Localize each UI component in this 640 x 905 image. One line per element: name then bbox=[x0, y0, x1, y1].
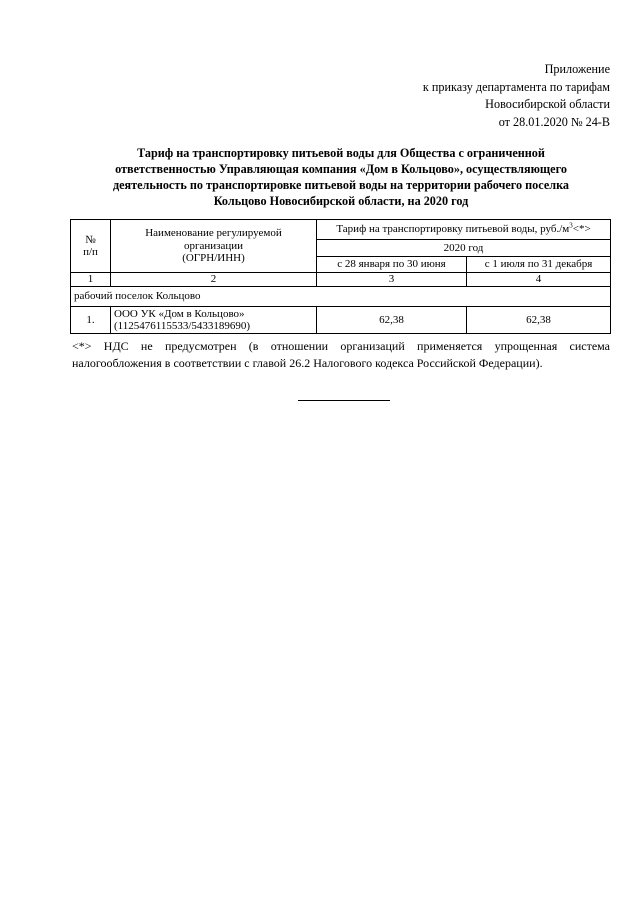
column-number: 3 bbox=[317, 273, 467, 287]
table-header-row bbox=[71, 220, 611, 240]
header-period-1: с 28 января по 30 июня bbox=[317, 257, 467, 273]
header-year: 2020 год bbox=[317, 240, 611, 257]
row-value-1: 62,38 bbox=[317, 307, 467, 334]
appendix-line: Новосибирской области bbox=[485, 97, 610, 111]
column-number: 4 bbox=[467, 273, 611, 287]
appendix-block bbox=[310, 61, 610, 131]
document-title bbox=[72, 145, 610, 209]
section-label: рабочий поселок Кольцово bbox=[71, 287, 611, 307]
closing-rule bbox=[298, 400, 390, 401]
row-organization: ООО УК «Дом в Кольцово» (1125476115533/5433189690) bbox=[111, 307, 317, 334]
column-number: 1 bbox=[71, 273, 111, 287]
header-organization: Наименование регулируемой организации (ОГРН/ИНН) bbox=[111, 220, 317, 273]
header-period-2: с 1 июля по 31 декабря bbox=[467, 257, 611, 273]
appendix-line: Приложение bbox=[544, 62, 610, 76]
title-line: Кольцово Новосибирской области, на 2020 год bbox=[213, 194, 469, 208]
title-line: деятельность по транспортировке питьевой воды на территории рабочего поселка bbox=[112, 178, 570, 192]
table-row bbox=[71, 307, 611, 334]
title-line: ответственностью Управляющая компания «Дом в Кольцово», осуществляющего bbox=[115, 162, 567, 176]
section-row bbox=[71, 287, 611, 307]
header-tariff: Тариф на транспортировку питьевой воды, $руб./м^3<*>$ bbox=[317, 220, 611, 240]
tariff-table bbox=[70, 219, 611, 334]
column-number: 2 bbox=[111, 273, 317, 287]
header-num: № п/п bbox=[71, 220, 111, 273]
column-number-row bbox=[71, 273, 611, 287]
footnote bbox=[72, 338, 610, 372]
footnote-line: <*> НДС не предусмотрен (в отношении организаций применяется упрощенная система bbox=[72, 339, 610, 353]
row-num: 1. bbox=[71, 307, 111, 334]
row-value-2: 62,38 bbox=[467, 307, 611, 334]
appendix-line: к приказу департамента по тарифам bbox=[422, 79, 610, 94]
appendix-line: от 28.01.2020 № 24-В bbox=[498, 114, 610, 129]
footnote-line: налогообложения в соответствии с главой 26.2 Налогового кодекса Российской Федерации). bbox=[72, 356, 543, 370]
title-line: Тариф на транспортировку питьевой воды для Общества с ограниченной bbox=[137, 146, 545, 160]
